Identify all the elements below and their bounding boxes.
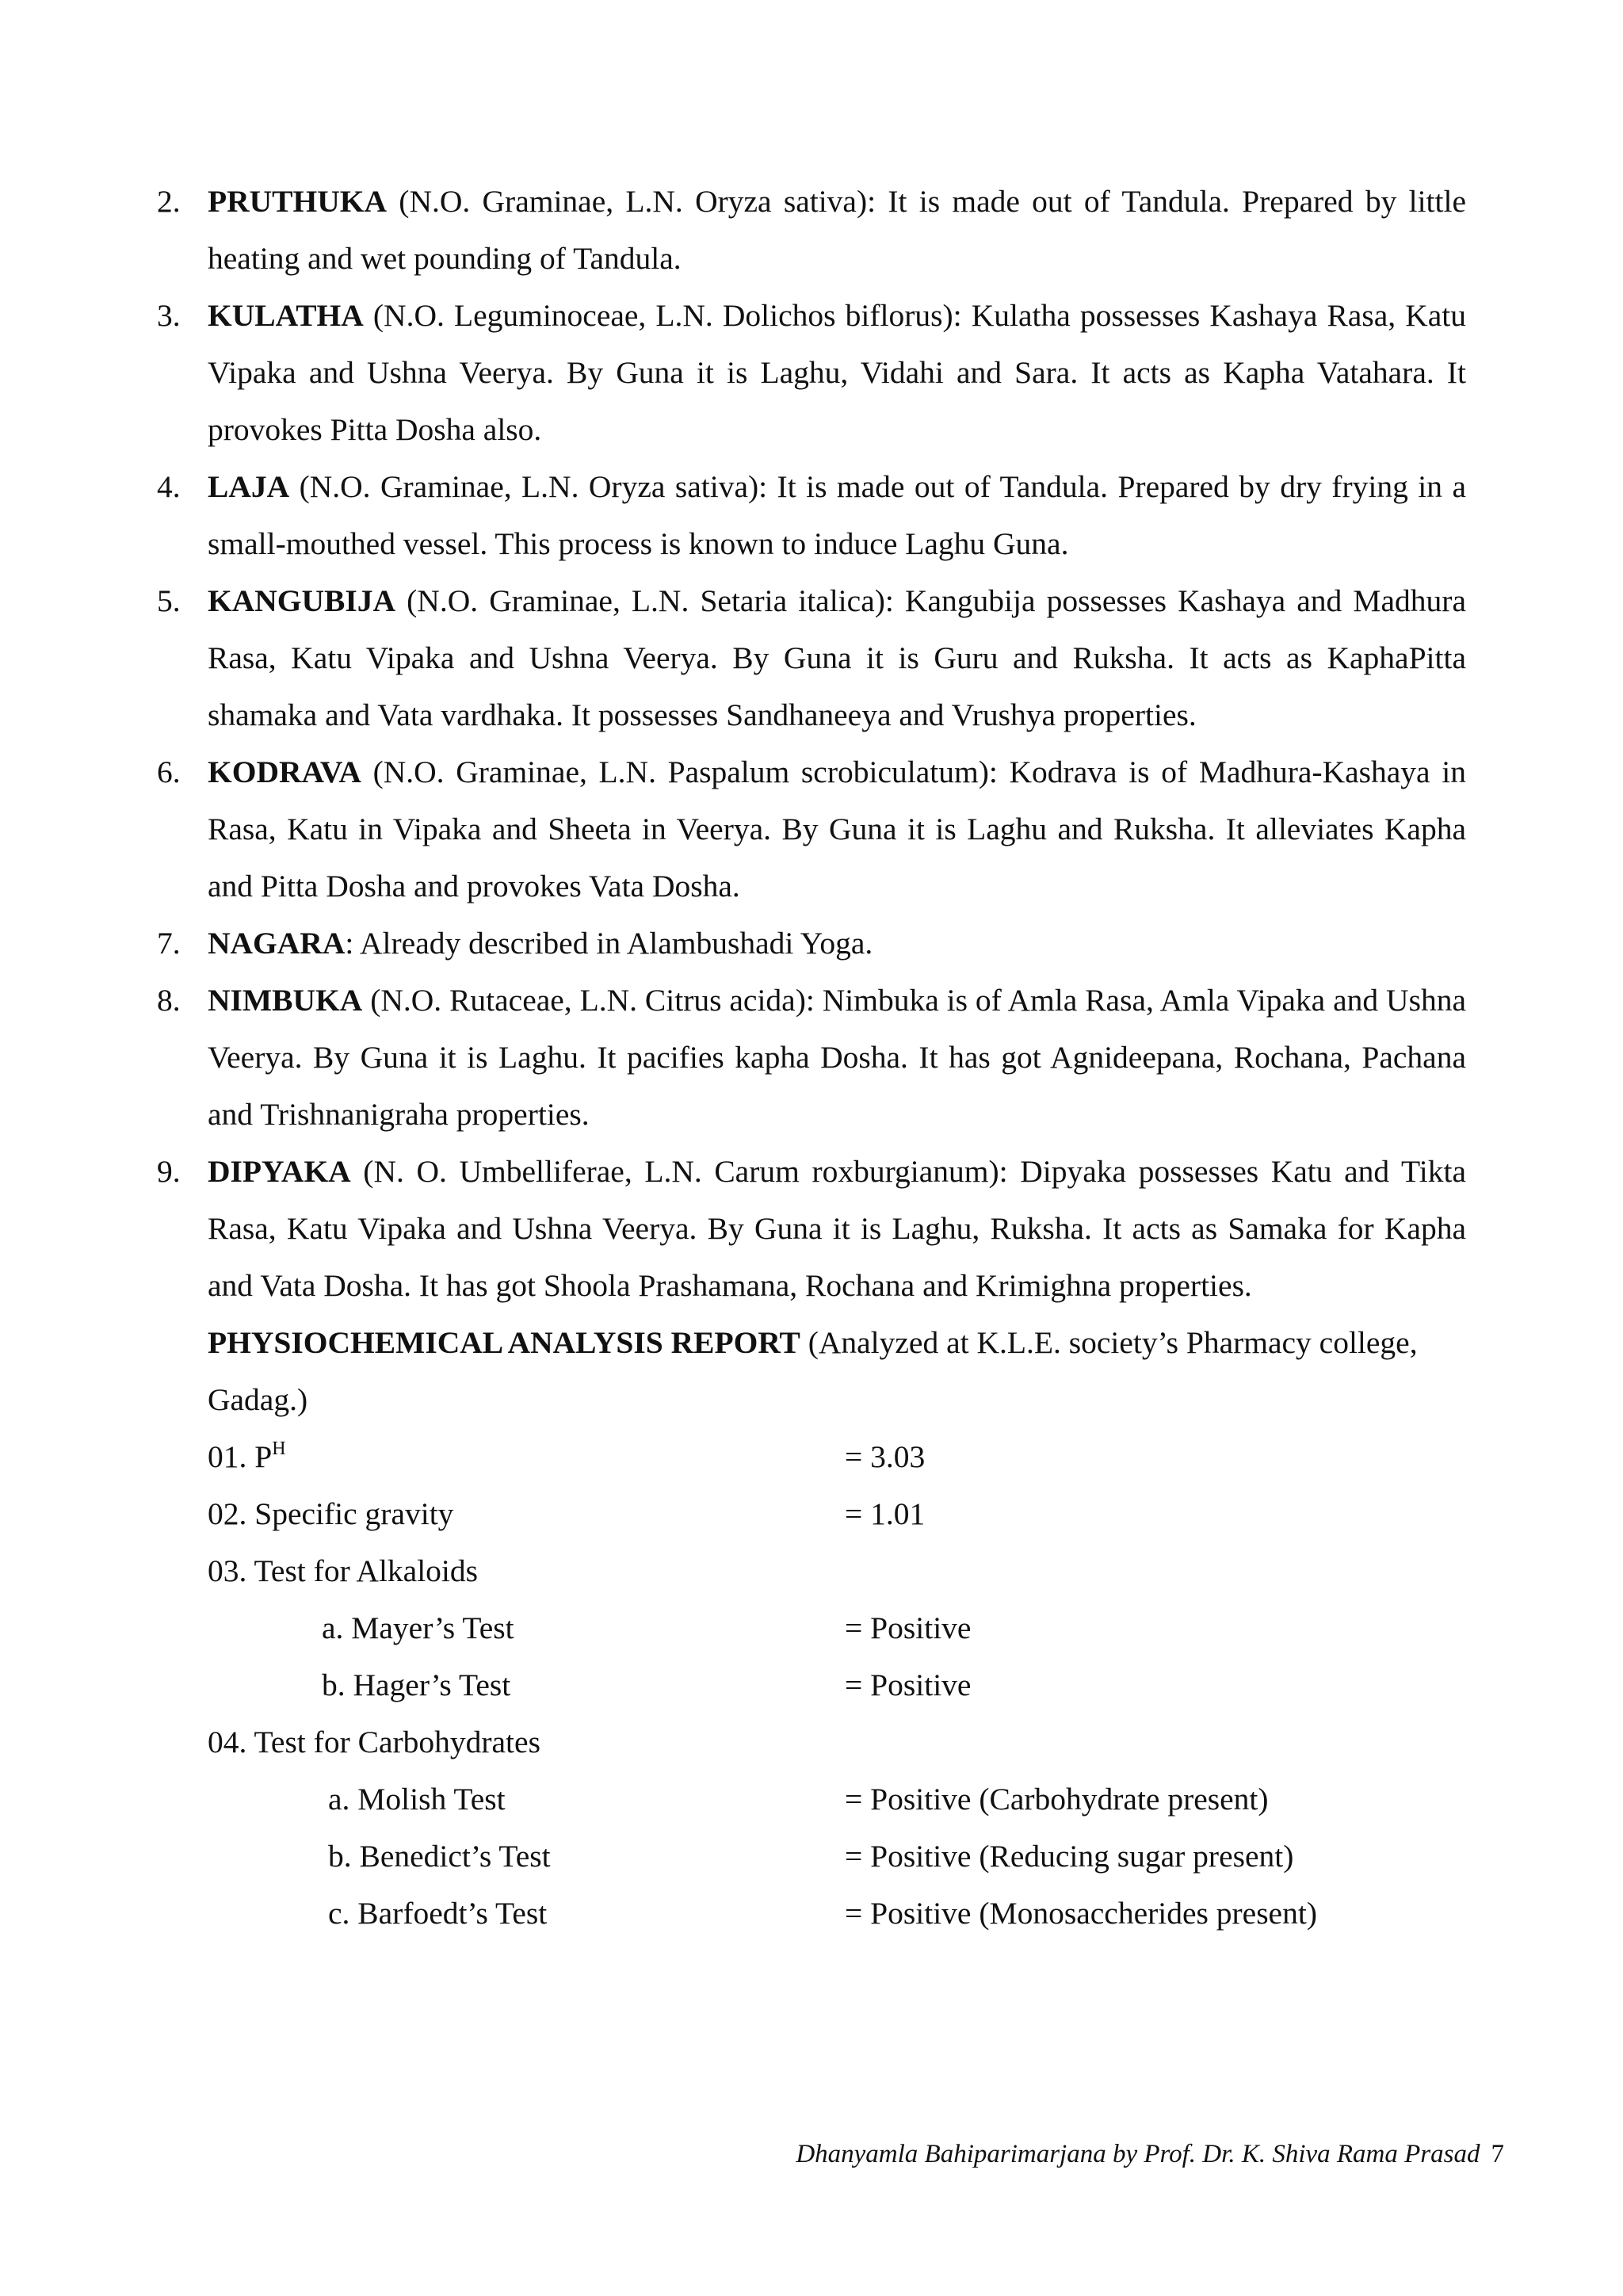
item-text: (N.O. Rutaceae, L.N. Citrus acida): Nimbuka is of Amla Rasa, Amla Vipaka and Ushna Veerya. By Guna it is Laghu. It pacifies kapha Dosha. It has got Agnideepana, Rochana, Pachana and Trishnanigraha properties. [208, 983, 1466, 1132]
report-row-hager-test [208, 1656, 1466, 1713]
item-name: NIMBUKA [208, 983, 363, 1018]
footer-text: Dhanyamla Bahiparimarjana by Prof. Dr. K. Shiva Rama Prasad [796, 2140, 1480, 2168]
test-value: = Positive [845, 1610, 972, 1645]
test-label: b. Hager’s Test [322, 1668, 511, 1702]
item-name: PRUTHUKA [208, 184, 388, 219]
item-text: (N. O. Umbelliferae, L.N. Carum roxburgianum): Dipyaka possesses Katu and Tikta Rasa, Katu Vipaka and Ushna Veerya. By Guna it is Laghu, Ruksha. It acts as Samaka for Kapha and Vata Dosha. It has got Shoola Prashamana, Rochana and Krimighna properties. [208, 1154, 1466, 1303]
item-text: (N.O. Graminae, L.N. Setaria italica): Kangubija possesses Kashaya and Madhura Rasa, Katu Vipaka and Ushna Veerya. By Guna it is Guru and Ruksha. It acts as KaphaPitta shamaka and Vata vardhaka. It possesses Sandhaneeya and Vrushya properties. [208, 583, 1466, 732]
test-value: = Positive [845, 1668, 972, 1702]
item-text: (N.O. Graminae, L.N. Oryza sativa): It is made out of Tandula. Prepared by little heating and wet pounding of Tandula. [208, 184, 1466, 276]
report-row-ph [208, 1428, 1466, 1485]
ingredient-list [157, 173, 1466, 1314]
item-text: (N.O. Leguminoceae, L.N. Dolichos biflorus): Kulatha possesses Kashaya Rasa, Katu Vipaka and Ushna Veerya. By Guna it is Laghu, Vidahi and Sara. It acts as Kapha Vatahara. It provokes Pitta Dosha also. [208, 298, 1466, 447]
report-row-barfoedt-test [208, 1885, 1466, 1942]
list-item [157, 572, 1466, 743]
alkaloids-label: 03. Test for Alkaloids [208, 1553, 479, 1588]
item-number: 8. [157, 983, 181, 1018]
item-name: NAGARA [208, 926, 346, 961]
report-row-benedict-test [208, 1828, 1466, 1885]
item-number: 4. [157, 469, 181, 504]
list-item [157, 173, 1466, 287]
analysis-report [157, 1314, 1466, 1942]
ph-label [208, 1428, 286, 1485]
item-name: KANGUBIJA [208, 583, 396, 618]
list-item [157, 458, 1466, 572]
item-text: (N.O. Graminae, L.N. Paspalum scrobiculatum): Kodrava is of Madhura-Kashaya in Rasa, Katu in Vipaka and Sheeta in Veerya. By Guna it is Laghu and Ruksha. It alleviates Kapha and Pitta Dosha and provokes Vata Dosha. [208, 755, 1466, 904]
test-label: a. Mayer’s Test [322, 1610, 514, 1645]
carbohydrates-label: 04. Test for Carbohydrates [208, 1725, 540, 1759]
report-row-specific-gravity [208, 1485, 1466, 1542]
item-text: (N.O. Graminae, L.N. Oryza sativa): It is made out of Tandula. Prepared by dry frying in a small-mouthed vessel. This process is known to induce Laghu Guna. [208, 469, 1466, 561]
report-row-alkaloids [208, 1542, 1466, 1599]
list-item [157, 972, 1466, 1143]
report-subtitle: (Analyzed at K.L.E. society’s Pharmacy college, Gadag.) [208, 1325, 1418, 1417]
ph-label-prefix: 01. P [208, 1439, 273, 1474]
ph-value: = 3.03 [845, 1439, 926, 1474]
item-number: 2. [157, 184, 181, 219]
test-label: c. Barfoedt’s Test [328, 1896, 548, 1931]
page-content [157, 173, 1466, 1942]
specific-gravity-label: 02. Specific gravity [208, 1496, 454, 1531]
item-name: DIPYAKA [208, 1154, 351, 1189]
item-number: 3. [157, 298, 181, 333]
test-value: = Positive (Carbohydrate present) [845, 1782, 1269, 1817]
report-heading [208, 1314, 1428, 1428]
item-name: KULATHA [208, 298, 364, 333]
test-label: a. Molish Test [328, 1782, 506, 1817]
list-item [157, 743, 1466, 915]
test-label: b. Benedict’s Test [328, 1839, 551, 1874]
item-name: KODRAVA [208, 755, 361, 789]
report-row-mayer-test [208, 1599, 1466, 1656]
test-value: = Positive (Monosaccherides present) [845, 1896, 1317, 1931]
page-number: 7 [1491, 2140, 1504, 2168]
list-item [157, 1143, 1466, 1314]
specific-gravity-value: = 1.01 [845, 1496, 926, 1531]
list-item [157, 915, 1466, 972]
item-number: 6. [157, 755, 181, 789]
item-number: 7. [157, 926, 181, 961]
report-row-carbohydrates [208, 1713, 1466, 1771]
test-value: = Positive (Reducing sugar present) [845, 1839, 1294, 1874]
item-number: 5. [157, 583, 181, 618]
item-text: : Already described in Alambushadi Yoga. [345, 926, 873, 961]
item-number: 9. [157, 1154, 181, 1189]
page-footer [0, 2138, 1504, 2170]
item-name: LAJA [208, 469, 290, 504]
ph-label-sup: H [272, 1438, 286, 1459]
list-item [157, 287, 1466, 458]
report-title: PHYSIOCHEMICAL ANALYSIS REPORT [208, 1325, 800, 1360]
report-row-molish-test [208, 1771, 1466, 1828]
